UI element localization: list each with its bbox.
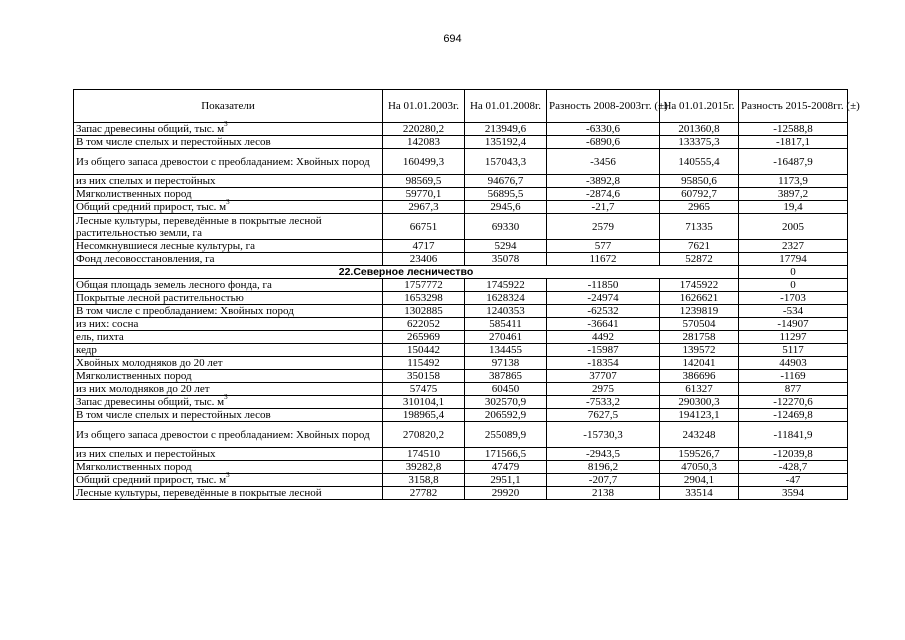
table-row	[74, 422, 848, 448]
cell-value: 255089,9	[465, 422, 547, 448]
cell-value: 5117	[739, 344, 848, 357]
cell-value: 1302885	[383, 305, 465, 318]
row-label	[74, 471, 383, 487]
table-row	[74, 448, 848, 461]
cell-value: -12588,8	[739, 123, 848, 136]
cell-value: 57475	[383, 383, 465, 396]
cell-value: -7533,2	[547, 396, 660, 409]
header-2008: На 01.01.2008г.	[465, 90, 547, 123]
header-diff-2008-2003: Разность 2008-2003гг. (±)	[547, 90, 660, 123]
header-indicators: Показатели	[74, 90, 383, 123]
row-label	[74, 292, 383, 305]
row-label-text: Общая площадь земель лесного фонда, га	[76, 279, 272, 291]
table-body-bottom	[74, 279, 848, 500]
row-label-text: из них: сосна	[76, 318, 139, 330]
cell-value: 243248	[660, 422, 739, 448]
row-label-text: из них спелых и перестойных	[76, 175, 216, 187]
table-row	[74, 214, 848, 240]
cell-value: 386696	[660, 370, 739, 383]
cell-value: 134455	[465, 344, 547, 357]
page-number: 694	[443, 33, 462, 45]
cell-value: 387865	[465, 370, 547, 383]
row-label	[74, 344, 383, 357]
cell-value: 570504	[660, 318, 739, 331]
cell-value: 171566,5	[465, 448, 547, 461]
row-label	[74, 487, 383, 500]
cell-value: 174510	[383, 448, 465, 461]
cell-value: 19,4	[739, 201, 848, 214]
row-label-text: Мягколиственных пород	[76, 461, 192, 473]
cell-value: 94676,7	[465, 175, 547, 188]
row-label-text: Мягколиственных пород	[76, 188, 192, 200]
row-label-text: кедр	[76, 344, 97, 356]
cell-value: 1653298	[383, 292, 465, 305]
row-label-text: ель, пихта	[76, 331, 124, 343]
row-label	[74, 383, 383, 396]
cell-value: 4492	[547, 331, 660, 344]
row-label-text: Общий средний прирост, тыс. м	[76, 474, 227, 486]
header-2015: На 01.01.2015г.	[660, 90, 739, 123]
row-label-text: Покрытые лесной растительностью	[76, 292, 244, 304]
cell-value: -15987	[547, 344, 660, 357]
cell-value: 2951,1	[465, 474, 547, 487]
table-row	[74, 318, 848, 331]
cell-value: 160499,3	[383, 149, 465, 175]
cell-value: -3892,8	[547, 175, 660, 188]
cell-value: 3594	[739, 487, 848, 500]
cell-value: -16487,9	[739, 149, 848, 175]
cell-value: 1240353	[465, 305, 547, 318]
table-row	[74, 396, 848, 409]
cell-value: 159526,7	[660, 448, 739, 461]
table-row	[74, 253, 848, 266]
row-label-text: Лесные культуры, переведённые в покрытые лесной растительностью земли, га	[76, 214, 322, 239]
cell-value: 39282,8	[383, 461, 465, 474]
row-label-text: из них молодняков до 20 лет	[76, 383, 210, 395]
table-row	[74, 357, 848, 370]
cell-value: 157043,3	[465, 149, 547, 175]
row-label-text: Общий средний прирост, тыс. м	[76, 201, 227, 213]
cell-value: 8196,2	[547, 461, 660, 474]
table-row	[74, 461, 848, 474]
forest-statistics-table	[73, 89, 860, 500]
cell-value: 52872	[660, 253, 739, 266]
table-row	[74, 240, 848, 253]
cell-value: -1703	[739, 292, 848, 305]
cell-value: -1817,1	[739, 136, 848, 149]
cell-value: -534	[739, 305, 848, 318]
cell-value: -3456	[547, 149, 660, 175]
cell-value: -62532	[547, 305, 660, 318]
row-label	[74, 136, 383, 149]
cell-value: 33514	[660, 487, 739, 500]
header-2003: На 01.01.2003г.	[383, 90, 465, 123]
row-label-text: Хвойных молодняков до 20 лет	[76, 357, 223, 369]
cell-value: -1169	[739, 370, 848, 383]
cell-value: -15730,3	[547, 422, 660, 448]
cell-value: 56895,5	[465, 188, 547, 201]
row-label	[74, 253, 383, 266]
cell-value: 11672	[547, 253, 660, 266]
cell-value: 1745922	[660, 279, 739, 292]
row-label	[74, 393, 383, 409]
table-row	[74, 383, 848, 396]
cell-value: 142041	[660, 357, 739, 370]
cell-value: 1173,9	[739, 175, 848, 188]
row-label	[74, 279, 383, 292]
cell-value: 310104,1	[383, 396, 465, 409]
cell-value: -12039,8	[739, 448, 848, 461]
cell-value: 270461	[465, 331, 547, 344]
cell-value: 2965	[660, 201, 739, 214]
header-row	[74, 90, 848, 123]
cell-value: 27782	[383, 487, 465, 500]
cell-value: 2579	[547, 214, 660, 240]
cell-value: 585411	[465, 318, 547, 331]
cell-value: 1757772	[383, 279, 465, 292]
cell-value: 1628324	[465, 292, 547, 305]
row-label	[74, 331, 383, 344]
cell-value: 265969	[383, 331, 465, 344]
unit-superscript: 3	[224, 393, 228, 402]
table-row	[74, 331, 848, 344]
cell-value: 7621	[660, 240, 739, 253]
unit-superscript: 3	[224, 120, 228, 129]
row-label-text: Запас древесины общий, тыс. м	[76, 123, 225, 135]
cell-value: 4717	[383, 240, 465, 253]
cell-value: -21,7	[547, 201, 660, 214]
cell-value: -36641	[547, 318, 660, 331]
row-label-text: В том числе с преобладанием: Хвойных пород	[76, 305, 294, 317]
table-body-top	[74, 120, 848, 266]
table-row	[74, 279, 848, 292]
table-row	[74, 188, 848, 201]
row-label	[74, 448, 383, 461]
cell-value: -6330,6	[547, 123, 660, 136]
cell-value: 1745922	[465, 279, 547, 292]
cell-value: 98569,5	[383, 175, 465, 188]
row-label	[74, 357, 383, 370]
cell-value: 47050,3	[660, 461, 739, 474]
cell-value: -18354	[547, 357, 660, 370]
cell-value: 60450	[465, 383, 547, 396]
cell-value: 66751	[383, 214, 465, 240]
table-row	[74, 474, 848, 487]
cell-value: 220280,2	[383, 123, 465, 136]
cell-value: -11841,9	[739, 422, 848, 448]
cell-value: 44903	[739, 357, 848, 370]
cell-value: 2005	[739, 214, 848, 240]
cell-value: 47479	[465, 461, 547, 474]
cell-value: 115492	[383, 357, 465, 370]
cell-value: 7627,5	[547, 409, 660, 422]
cell-value: 206592,9	[465, 409, 547, 422]
table-row	[74, 123, 848, 136]
cell-value: 23406	[383, 253, 465, 266]
cell-value: 11297	[739, 331, 848, 344]
cell-value: 17794	[739, 253, 848, 266]
cell-value: -6890,6	[547, 136, 660, 149]
cell-value: 2138	[547, 487, 660, 500]
table-row	[74, 344, 848, 357]
row-label-text: В том числе спелых и перестойных лесов	[76, 136, 271, 148]
cell-value: 71335	[660, 214, 739, 240]
cell-value: 2967,3	[383, 201, 465, 214]
cell-value: 60792,7	[660, 188, 739, 201]
row-label-text: из них спелых и перестойных	[76, 448, 216, 460]
table-row	[74, 487, 848, 500]
cell-value: -2874,6	[547, 188, 660, 201]
table-row	[74, 149, 848, 175]
row-label-text: Из общего запаса древостои с преобладанием: Хвойных пород	[76, 155, 370, 168]
row-label	[74, 409, 383, 422]
cell-value: -47	[739, 474, 848, 487]
row-label-text: Несомкнувшиеся лесные культуры, га	[76, 240, 256, 252]
cell-value: 3897,2	[739, 188, 848, 201]
cell-value: 97138	[465, 357, 547, 370]
unit-superscript: 3	[226, 198, 230, 207]
cell-value: 133375,3	[660, 136, 739, 149]
row-label	[74, 422, 383, 448]
cell-value: 201360,8	[660, 123, 739, 136]
table-row	[74, 370, 848, 383]
unit-superscript: 3	[226, 471, 230, 480]
cell-value: 281758	[660, 331, 739, 344]
cell-value: 2327	[739, 240, 848, 253]
cell-value: 622052	[383, 318, 465, 331]
cell-value: 35078	[465, 253, 547, 266]
row-label-text: Из общего запаса древостои с преобладанием: Хвойных пород	[76, 428, 370, 441]
row-label	[74, 175, 383, 188]
cell-value: 29920	[465, 487, 547, 500]
table-row	[74, 292, 848, 305]
cell-value: 139572	[660, 344, 739, 357]
cell-value: 150442	[383, 344, 465, 357]
cell-value: 5294	[465, 240, 547, 253]
cell-value: 135192,4	[465, 136, 547, 149]
cell-value: -207,7	[547, 474, 660, 487]
cell-value: 69330	[465, 214, 547, 240]
section-title: 22.Северное лесничество	[74, 266, 739, 279]
row-label-text: Запас древесины общий, тыс. м	[76, 396, 225, 408]
cell-value: 213949,6	[465, 123, 547, 136]
cell-value: -24974	[547, 292, 660, 305]
cell-value: -12270,6	[739, 396, 848, 409]
row-label	[74, 240, 383, 253]
cell-value: 302570,9	[465, 396, 547, 409]
row-label	[74, 198, 383, 214]
cell-value: 2945,6	[465, 201, 547, 214]
table-row	[74, 201, 848, 214]
cell-value: 61327	[660, 383, 739, 396]
cell-value: -2943,5	[547, 448, 660, 461]
row-label-text: Мягколиственных пород	[76, 370, 192, 382]
cell-value: 0	[739, 279, 848, 292]
row-label	[74, 120, 383, 136]
cell-value: 3158,8	[383, 474, 465, 487]
cell-value: 95850,6	[660, 175, 739, 188]
cell-value: 270820,2	[383, 422, 465, 448]
cell-value: 2975	[547, 383, 660, 396]
header-diff-2015-2008: Разность 2015-2008гг. (±)	[739, 90, 848, 123]
row-label	[74, 149, 383, 175]
section-row	[74, 266, 848, 279]
table-row	[74, 175, 848, 188]
table-row	[74, 136, 848, 149]
cell-value: 2904,1	[660, 474, 739, 487]
row-label	[74, 370, 383, 383]
row-label-text: Фонд лесовосстановления, га	[76, 253, 215, 265]
row-label-text: В том числе спелых и перестойных лесов	[76, 409, 271, 421]
cell-value: 577	[547, 240, 660, 253]
cell-value: 350158	[383, 370, 465, 383]
cell-value: -11850	[547, 279, 660, 292]
row-label	[74, 214, 383, 240]
section-last-value: 0	[739, 266, 848, 279]
table-row	[74, 409, 848, 422]
cell-value: 1239819	[660, 305, 739, 318]
section-header-body	[74, 266, 848, 279]
row-label-text: Лесные культуры, переведённые в покрытые лесной	[76, 487, 322, 499]
row-label	[74, 305, 383, 318]
cell-value: 194123,1	[660, 409, 739, 422]
cell-value: 290300,3	[660, 396, 739, 409]
table-row	[74, 305, 848, 318]
cell-value: 198965,4	[383, 409, 465, 422]
cell-value: -12469,8	[739, 409, 848, 422]
cell-value: -428,7	[739, 461, 848, 474]
cell-value: 877	[739, 383, 848, 396]
cell-value: 1626621	[660, 292, 739, 305]
cell-value: -14907	[739, 318, 848, 331]
cell-value: 37707	[547, 370, 660, 383]
row-label	[74, 318, 383, 331]
cell-value: 142083	[383, 136, 465, 149]
cell-value: 59770,1	[383, 188, 465, 201]
cell-value: 140555,4	[660, 149, 739, 175]
